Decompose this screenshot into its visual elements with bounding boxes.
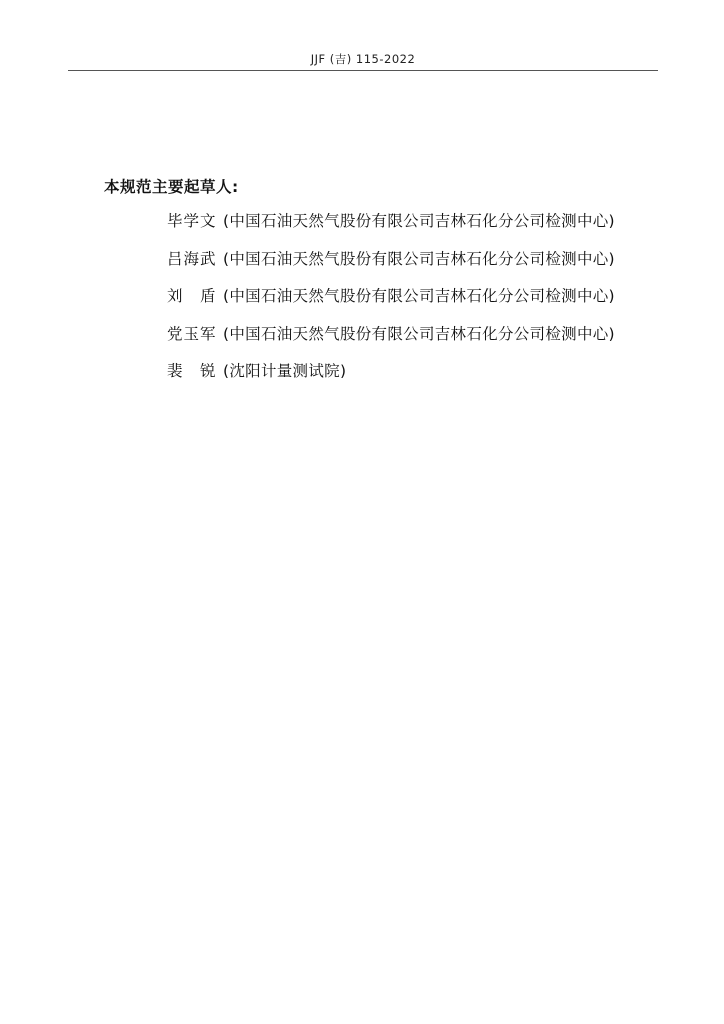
header-divider <box>68 70 658 71</box>
drafter-item <box>167 324 667 362</box>
drafter-list <box>167 211 667 399</box>
drafter-organization: (中国石油天然气股份有限公司吉林石化分公司检测中心) <box>223 212 615 230</box>
drafter-name: 党玉军 <box>167 324 217 343</box>
section-heading: 本规范主要起草人: <box>104 178 239 196</box>
drafter-item <box>167 286 667 324</box>
drafter-organization: (中国石油天然气股份有限公司吉林石化分公司检测中心) <box>223 287 615 305</box>
drafter-organization: (中国石油天然气股份有限公司吉林石化分公司检测中心) <box>223 249 615 268</box>
drafter-item <box>167 361 667 399</box>
drafter-name: 刘 盾 <box>167 287 217 305</box>
page-header-code: JJF (吉) 115-2022 <box>310 52 416 66</box>
drafter-item <box>167 211 667 249</box>
drafter-name: 吕海武 <box>167 249 217 268</box>
drafter-name: 毕学文 <box>167 212 217 230</box>
drafter-item <box>167 249 667 287</box>
drafter-name: 裴 锐 <box>167 362 217 380</box>
drafter-organization: (沈阳计量测试院) <box>223 362 347 380</box>
drafter-organization: (中国石油天然气股份有限公司吉林石化分公司检测中心) <box>223 324 615 343</box>
